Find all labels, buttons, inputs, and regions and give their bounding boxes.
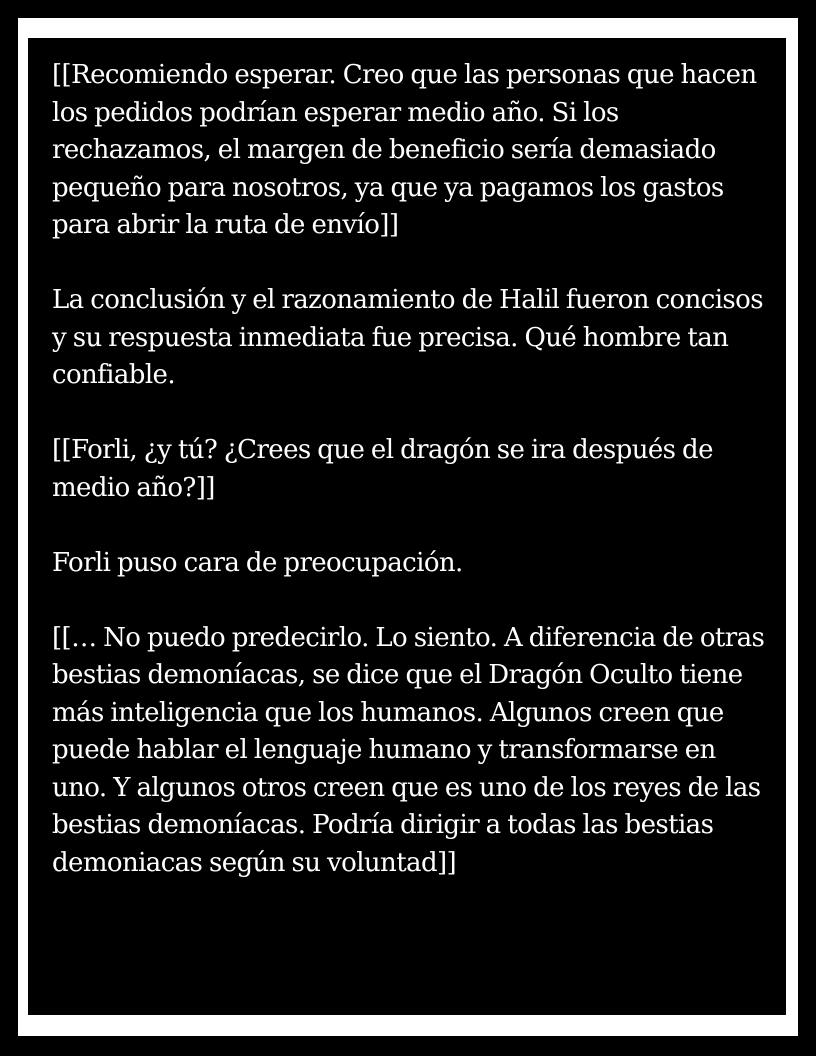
text-panel (28, 38, 786, 1015)
paragraph-4: Forli puso cara de preocupación. (52, 547, 463, 578)
paragraph-1: [[Recomiendo esperar. Creo que las personas que hacen los pedidos podrían esperar medio año. Si los rechazamos, el margen de beneficio sería demasiado pequeño para nosotros, ya que ya pagamos los gastos para abrir la ruta de envío]] (52, 60, 757, 240)
paragraph-2: La conclusión y el razonamiento de Halil fueron concisos y su respuesta inmediata fue precisa. Qué hombre tan confiable. (52, 285, 763, 390)
paragraph-3: [[Forli, ¿y tú? ¿Crees que el dragón se ira después de medio año?]] (52, 435, 713, 503)
document-body (52, 57, 766, 882)
paragraph-5: [[… No puedo predecirlo. Lo siento. A diferencia de otras bestias demoníacas, se dice que el Dragón Oculto tiene más inteligencia que los humanos. Algunos creen que puede hablar el lenguaje humano y transformarse en uno. Y algunos otros creen que es uno de los reyes de las bestias demoníacas. Podría dirigir a todas las bestias demoniacas según su voluntad]] (52, 622, 765, 878)
